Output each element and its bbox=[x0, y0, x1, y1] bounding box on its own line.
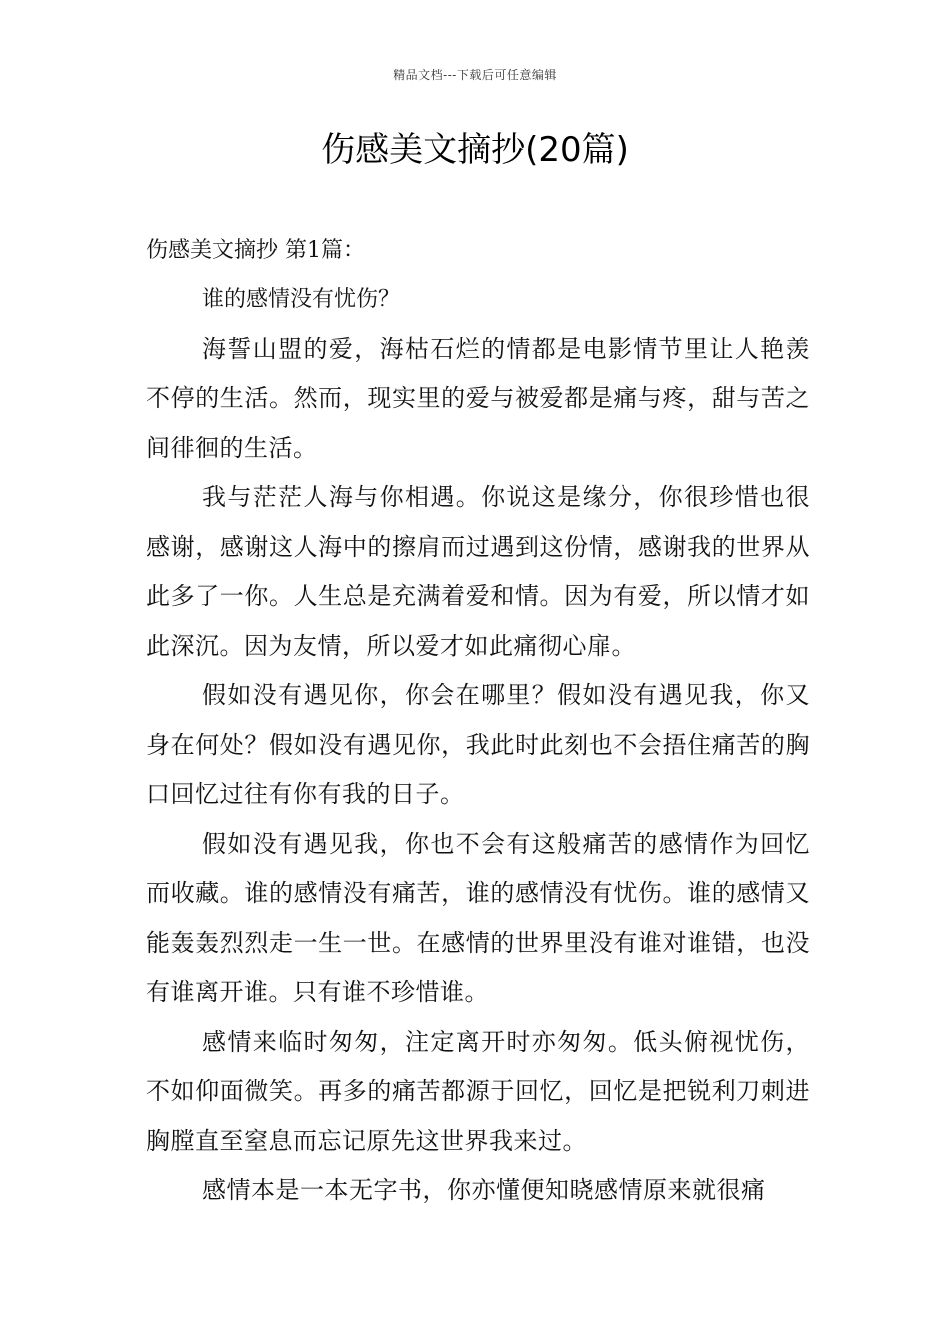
paragraph: 谁的感情没有忧伤？ bbox=[202, 287, 401, 312]
document-title: 伤感美文摘抄(20篇) bbox=[321, 130, 629, 170]
header-note: 精品文档---下载后可任意编辑 bbox=[393, 68, 557, 82]
paragraph: 感情来临时匆匆，注定离开时亦匆匆。低头俯视忧伤，不如仰面微笑。再多的痛苦都源于回忆，回忆是把锐利刀刺进胸膛直至窒息而忘记原先这世界我来过。 bbox=[146, 1027, 810, 1155]
document-body bbox=[146, 226, 810, 1216]
paragraph: 假如没有遇见我，你也不会有这般痛苦的感情作为回忆而收藏。谁的感情没有痛苦，谁的感情没有忧伤。谁的感情又能轰轰烈烈走一生一世。在感情的世界里没有谁对谁错，也没有谁离开谁。只有谁不珍惜谁。 bbox=[146, 829, 810, 1006]
paragraph: 假如没有遇见你，你会在哪里？假如没有遇见我，你又身在何处？假如没有遇见你，我此时此刻也不会捂住痛苦的胸口回忆过往有你有我的日子。 bbox=[146, 681, 810, 808]
section-title: 伤感美文摘抄 第1篇： bbox=[146, 238, 365, 263]
paragraph: 我与茫茫人海与你相遇。你说这是缘分，你很珍惜也很感谢，感谢这人海中的擦肩而过遇到这份情，感谢我的世界从此多了一你。人生总是充满着爱和情。因为有爱，所以情才如此深沉。因为友情，所以爱才如此痛彻心扉。 bbox=[146, 483, 810, 660]
paragraph: 感情本是一本无字书，你亦懂便知晓感情原来就很痛 bbox=[202, 1176, 766, 1204]
paragraph: 海誓山盟的爱，海枯石烂的情都是电影情节里让人艳羡不停的生活。然而，现实里的爱与被爱都是痛与疼，甜与苦之间徘徊的生活。 bbox=[146, 334, 810, 462]
